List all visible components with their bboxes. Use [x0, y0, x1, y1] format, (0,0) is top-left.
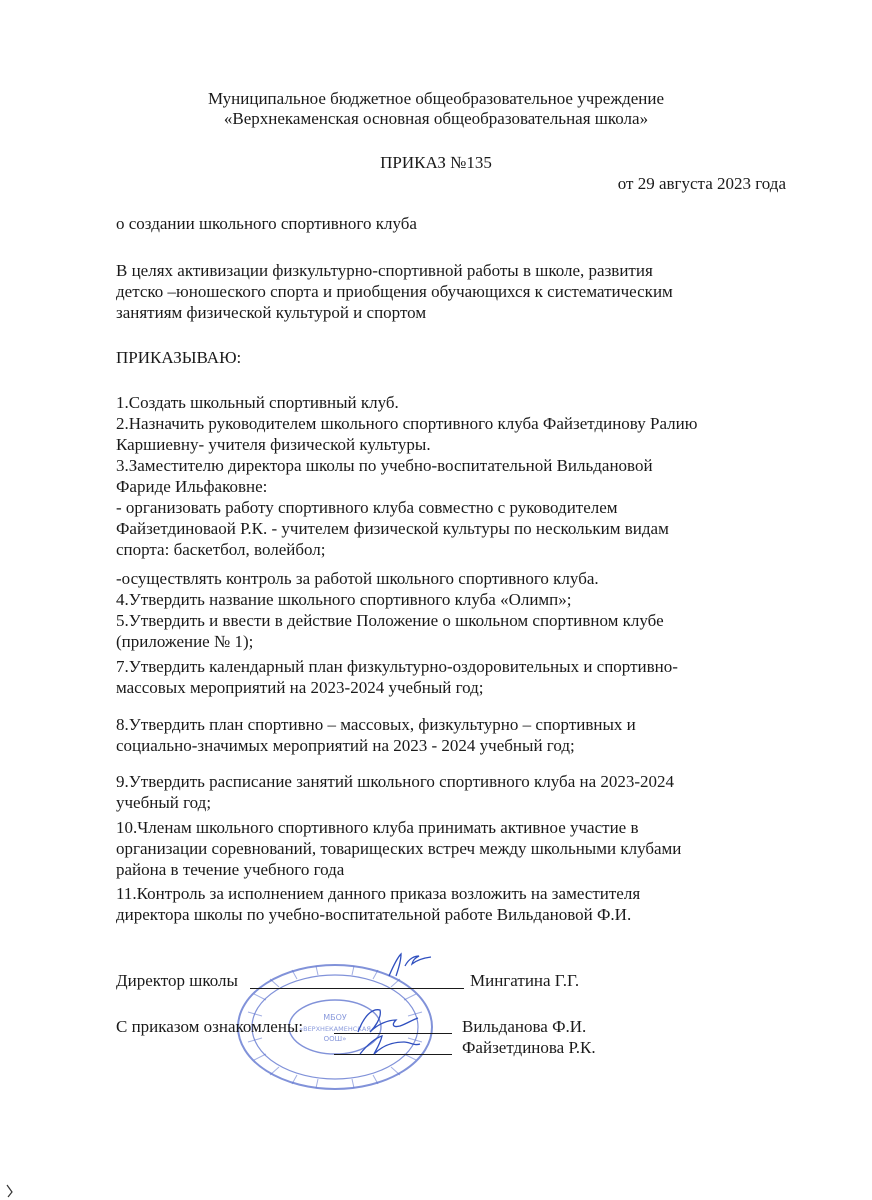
- scan-edge-mark: [6, 1184, 14, 1198]
- director-name: Мингатина Г.Г.: [470, 971, 580, 990]
- acquainted-name-2: Файзетдинова Р.К.: [462, 1038, 596, 1057]
- order-title: ПРИКАЗ №135: [380, 153, 492, 172]
- director-signature-line: [250, 988, 464, 989]
- order-item-line: 3.Заместителю директора школы по учебно-воспитательной Вильдановой: [116, 456, 653, 475]
- order-item-line: (приложение № 1);: [116, 632, 254, 651]
- order-item-line: Каршиевну- учителя физической культуры.: [116, 435, 431, 454]
- order-item-line: района в течение учебного года: [116, 860, 345, 879]
- preamble-line: занятиям физической культурой и спортом: [116, 303, 427, 322]
- preamble-line: детско –юношеского спорта и приобщения обучающихся к систематическим: [116, 282, 673, 301]
- order-item-line: -осуществлять контроль за работой школьного спортивного клуба.: [116, 569, 599, 588]
- order-item-line: Файзетдиноваой Р.К. - учителем физической культуры по нескольким видам: [116, 519, 669, 538]
- order-item-line: организации соревнований, товарищеских встреч между школьными клубами: [116, 839, 682, 858]
- order-item-line: 4.Утвердить название школьного спортивного клуба «Олимп»;: [116, 590, 572, 609]
- order-item-line: 5.Утвердить и ввести в действие Положение о школьном спортивном клубе: [116, 611, 664, 630]
- svg-text:ООШ»: ООШ»: [323, 1035, 347, 1043]
- order-item-line: директора школы по учебно-воспитательной работе Вильдановой Ф.И.: [116, 905, 632, 924]
- order-item-line: 7.Утвердить календарный план физкультурно-оздоровительных и спортивно-: [116, 657, 678, 676]
- order-item-line: 10.Членам школьного спортивного клуба принимать активное участие в: [116, 818, 639, 837]
- org-name-line1: Муниципальное бюджетное общеобразовательное учреждение: [207, 89, 665, 108]
- order-item-line: массовых мероприятий на 2023-2024 учебный год;: [116, 678, 484, 697]
- order-item-line: 1.Создать школьный спортивный клуб.: [116, 393, 399, 412]
- svg-text:«ВЕРХНЕКАМЕНСКАЯ: «ВЕРХНЕКАМЕНСКАЯ: [299, 1025, 371, 1033]
- director-label: Директор школы: [116, 971, 238, 990]
- order-item-line: учебный год;: [116, 793, 212, 812]
- acquainted-name-1: Вильданова Ф.И.: [462, 1017, 587, 1036]
- order-item-line: 2.Назначить руководителем школьного спортивного клуба Файзетдинову Ралию: [116, 414, 698, 433]
- order-item-line: 8.Утвердить план спортивно – массовых, физкультурно – спортивных и: [116, 715, 636, 734]
- order-item-line: - организовать работу спортивного клуба совместно с руководителем: [116, 498, 618, 517]
- order-subject: о создании школьного спортивного клуба: [116, 214, 417, 233]
- order-item-line: 9.Утвердить расписание занятий школьного спортивного клуба на 2023-2024: [116, 772, 675, 791]
- order-date: от 29 августа 2023 года: [617, 174, 786, 193]
- org-name-line2: «Верхнекаменская основная общеобразовательная школа»: [223, 109, 649, 128]
- order-item-line: социально-значимых мероприятий на 2023 - 2024 учебный год;: [116, 736, 575, 755]
- order-word: ПРИКАЗЫВАЮ:: [116, 348, 242, 367]
- acquainted-signatures: [352, 1002, 424, 1060]
- order-item-line: Фариде Ильфаковне:: [116, 477, 268, 496]
- director-signature: [385, 948, 437, 982]
- order-item-line: спорта: баскетбол, волейбол;: [116, 540, 326, 559]
- preamble-line: В целях активизации физкультурно-спортивной работы в школе, развития: [116, 261, 653, 280]
- order-item-line: 11.Контроль за исполнением данного приказа возложить на заместителя: [116, 884, 641, 903]
- svg-text:МБОУ: МБОУ: [323, 1013, 347, 1022]
- acquainted-label: С приказом ознакомлены:: [116, 1017, 304, 1036]
